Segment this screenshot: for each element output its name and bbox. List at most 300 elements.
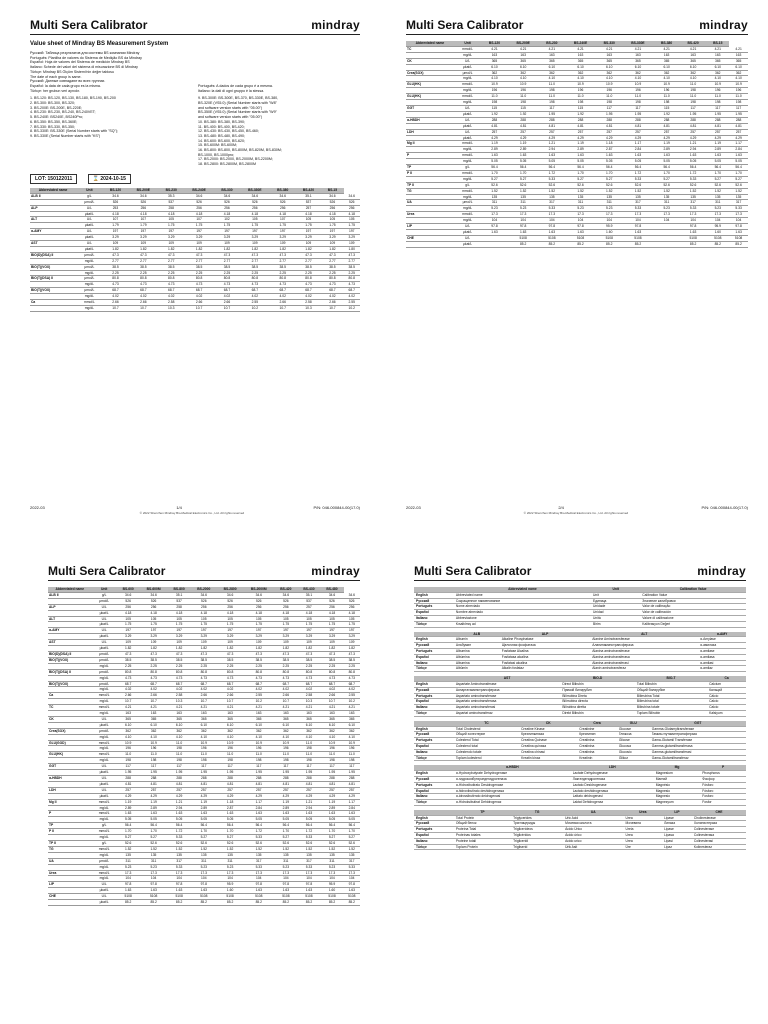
language-name: Español bbox=[414, 833, 454, 839]
value-cell: 2.89 bbox=[508, 147, 539, 153]
unit-cell: mg/dL bbox=[76, 282, 102, 288]
value-cell: 5.33 bbox=[243, 835, 274, 841]
legend-row bbox=[414, 621, 746, 627]
value-cell: 526 bbox=[243, 598, 274, 604]
value-cell: 5.27 bbox=[596, 176, 622, 182]
translation-cell: Alanina aminotransferasa bbox=[590, 654, 698, 660]
value-cell: 38.5 bbox=[240, 264, 270, 270]
value-cell: 5.33 bbox=[680, 206, 706, 212]
value-cell: 2.66 bbox=[321, 300, 343, 306]
value-cell: 1.92 bbox=[481, 111, 507, 117]
value-cell: 4.10 bbox=[344, 734, 360, 740]
value-cell: 104 bbox=[539, 218, 565, 224]
unit-cell: μkat/L bbox=[454, 230, 481, 236]
value-cell: 537 bbox=[158, 199, 184, 205]
value-cell: 1.19 bbox=[481, 141, 507, 147]
value-cell: 1.82 bbox=[240, 246, 270, 252]
unit-cell: U/L bbox=[76, 241, 102, 247]
value-cell: 104 bbox=[508, 218, 539, 224]
unit-cell: mg/dL bbox=[92, 699, 117, 705]
translation-cell: Urea bbox=[624, 838, 663, 844]
unit-cell: μkat/L bbox=[92, 622, 117, 628]
value-cell: 3.29 bbox=[140, 634, 168, 640]
page-header bbox=[406, 18, 748, 35]
value-cell: 52.6 bbox=[191, 840, 217, 846]
value-cell: 2.89 bbox=[706, 147, 729, 153]
value-cell: 3.29 bbox=[168, 634, 191, 640]
language-name: English bbox=[414, 815, 454, 821]
value-cell: 56.4 bbox=[596, 165, 622, 171]
translation-cell: Albumina bbox=[454, 648, 500, 654]
value-cell: 1.63 bbox=[565, 153, 596, 159]
language-name: Español bbox=[414, 788, 454, 794]
value-cell: 196 bbox=[243, 746, 274, 752]
value-cell: 288 bbox=[565, 117, 596, 123]
language-name: Русский bbox=[414, 598, 454, 604]
value-cell: 1.63 bbox=[140, 811, 168, 817]
legend-column-header: α-HBDH bbox=[454, 765, 571, 770]
value-cell: 311 bbox=[320, 858, 343, 864]
translation-cell: Creatine Kinase bbox=[519, 726, 577, 732]
translation-cell: Uric Acid bbox=[563, 815, 623, 821]
value-cell: 6.10 bbox=[706, 64, 729, 70]
value-cell: 197 bbox=[243, 628, 274, 634]
value-cell: 2.25 bbox=[344, 270, 361, 276]
unit-cell: μmol/L bbox=[76, 264, 102, 270]
translation-cell: Лактатдегидрогеназа bbox=[571, 776, 654, 782]
value-cell: 5108 bbox=[297, 894, 320, 900]
column-header: BS-2000M bbox=[243, 587, 274, 592]
value-cell: 5.23 bbox=[508, 206, 539, 212]
value-cell: 257 bbox=[623, 129, 654, 135]
unit-cell: U/L bbox=[92, 716, 117, 722]
analyte-name: BIO(T)(VOX) bbox=[30, 264, 76, 270]
value-cell: 104 bbox=[297, 876, 320, 882]
language-name: Italiano bbox=[414, 838, 454, 844]
value-cell: 5.05 bbox=[680, 159, 706, 165]
value-cell: 4.21 bbox=[623, 46, 654, 52]
value-cell: 85.2 bbox=[729, 241, 748, 247]
translation-cell: Albümin bbox=[454, 666, 500, 672]
translation-cell: Magnésio bbox=[654, 782, 701, 788]
value-cell: 68.7 bbox=[217, 681, 243, 687]
value-cell: 4.18 bbox=[103, 211, 129, 217]
value-cell: 1.52 bbox=[623, 188, 654, 194]
value-cell: 1.70 bbox=[481, 170, 507, 176]
page-2 bbox=[384, 0, 768, 520]
value-cell: 2.77 bbox=[270, 258, 296, 264]
value-cell: 288 bbox=[729, 117, 748, 123]
text-line: 9. BS-300E: BS-300E, BS-370, BS-330E, BS-380, bbox=[198, 96, 279, 101]
calibration-table bbox=[406, 41, 748, 248]
value-cell: 1.52 bbox=[344, 846, 360, 852]
language-name: Türkçe bbox=[414, 755, 454, 761]
value-cell: 365 bbox=[168, 716, 191, 722]
value-cell: 47.3 bbox=[297, 651, 320, 657]
value-cell: 56.4 bbox=[117, 823, 140, 829]
value-cell: 4.10 bbox=[706, 76, 729, 82]
value-cell: 47.3 bbox=[321, 252, 343, 258]
value-cell: 56.4 bbox=[243, 823, 274, 829]
translation-cell: Valor de calibración bbox=[640, 610, 746, 616]
column-header: BS-2800 bbox=[217, 587, 243, 592]
value-cell: 4.18 bbox=[297, 610, 320, 616]
value-cell: 109 bbox=[140, 640, 168, 646]
doc-title: Multi Sera Calibrator bbox=[406, 18, 524, 32]
value-cell: 257 bbox=[168, 787, 191, 793]
value-cell: 1.95 bbox=[344, 770, 360, 776]
value-cell: 5.33 bbox=[297, 835, 320, 841]
column-header: BS-600M bbox=[140, 587, 168, 592]
unit-cell: U/L bbox=[92, 628, 117, 634]
value-cell: 85.2 bbox=[191, 900, 217, 906]
value-cell: 52.6 bbox=[481, 182, 507, 188]
value-cell: 256 bbox=[117, 604, 140, 610]
translation-cell: Аспартатаминотрансфераза bbox=[454, 687, 561, 693]
value-cell: 1.82 bbox=[103, 246, 129, 252]
translation-cell: Alanin aminotransferaz bbox=[590, 666, 698, 672]
column-header: BS-430 bbox=[297, 587, 320, 592]
unit-cell: mg/dL bbox=[454, 159, 481, 165]
analyte-name: TP II bbox=[406, 182, 454, 188]
unit-cell: U/L bbox=[92, 787, 117, 793]
value-cell: 10.7 bbox=[217, 699, 243, 705]
value-cell: 68.7 bbox=[274, 681, 297, 687]
value-cell: 1.63 bbox=[297, 811, 320, 817]
value-cell: 115 bbox=[481, 105, 507, 111]
legend-table bbox=[414, 676, 746, 717]
unit-cell: mmol/L bbox=[454, 188, 481, 194]
language-name: English bbox=[414, 592, 454, 598]
value-cell: 5108 bbox=[623, 235, 654, 241]
value-cell: 163 bbox=[217, 711, 243, 717]
translation-cell: Birim bbox=[591, 621, 640, 627]
value-cell: 256 bbox=[320, 604, 343, 610]
value-cell: 10.9 bbox=[274, 740, 297, 746]
value-cell: 5.05 bbox=[217, 817, 243, 823]
value-cell: 68.7 bbox=[320, 681, 343, 687]
value-cell: 1.82 bbox=[297, 646, 320, 652]
value-cell: 1.18 bbox=[596, 141, 622, 147]
analyte-name bbox=[48, 900, 92, 906]
unit-cell: mmol/L bbox=[92, 693, 117, 699]
value-cell: 526 bbox=[191, 598, 217, 604]
unit-cell: g/L bbox=[76, 193, 102, 199]
value-cell: 197 bbox=[320, 628, 343, 634]
value-cell: 135 bbox=[320, 852, 343, 858]
analyte-name: TC bbox=[406, 46, 454, 52]
translation-cell: Acido urico bbox=[563, 838, 623, 844]
language-name: Türkçe bbox=[414, 621, 454, 627]
value-cell: 2.66 bbox=[117, 693, 140, 699]
unit-cell: μmol/L bbox=[92, 598, 117, 604]
value-cell: 5.23 bbox=[565, 206, 596, 212]
value-cell: 6.10 bbox=[680, 64, 706, 70]
lot-number: 150122011 bbox=[47, 175, 73, 182]
value-cell: 6.10 bbox=[140, 722, 168, 728]
value-cell: 4.10 bbox=[117, 734, 140, 740]
value-cell: 257 bbox=[140, 787, 168, 793]
value-cell: 365 bbox=[565, 58, 596, 64]
text-line: Italiano: Schede dei valori del sistema di misurazione BS di Mindray bbox=[30, 65, 138, 70]
page-header bbox=[30, 18, 360, 35]
value-cell: 2.84 bbox=[344, 805, 360, 811]
value-cell: 1.63 bbox=[539, 153, 565, 159]
value-cell: 365 bbox=[596, 58, 622, 64]
value-cell: 4.02 bbox=[344, 687, 360, 693]
value-cell: 1.95 bbox=[320, 770, 343, 776]
translation-cell: Alanina aminotransferase bbox=[590, 648, 698, 654]
analyte-name: TP bbox=[48, 823, 92, 829]
value-cell: 5.05 bbox=[191, 817, 217, 823]
value-cell: 38.5 bbox=[296, 264, 322, 270]
value-cell: 2.77 bbox=[321, 258, 343, 264]
value-cell: 10.2 bbox=[243, 699, 274, 705]
translation-cell: Глюкоза bbox=[617, 732, 650, 738]
value-cell: 38.5 bbox=[297, 657, 320, 663]
value-cell: 2.66 bbox=[184, 300, 214, 306]
legend-column-header: GLU bbox=[617, 721, 650, 726]
value-cell: 365 bbox=[344, 716, 360, 722]
text-line: and software version starts with "05.00") bbox=[198, 115, 263, 120]
value-cell: 1.82 bbox=[128, 246, 158, 252]
value-cell: 85.2 bbox=[706, 241, 729, 247]
text-line: Español: Hoja de valores del Sistema de medición Mindray BS bbox=[30, 60, 130, 65]
value-cell: 68.7 bbox=[240, 288, 270, 294]
value-cell: 5108 bbox=[706, 235, 729, 241]
expiry-box: ⌛ 2024-10-15 bbox=[88, 174, 131, 184]
analyte-name: GLU(GOD) bbox=[48, 740, 92, 746]
value-cell: 2.25 bbox=[103, 270, 129, 276]
value-cell: 4.81 bbox=[623, 123, 654, 129]
value-cell: 5.33 bbox=[243, 864, 274, 870]
translation-cell: Creatinine bbox=[577, 726, 617, 732]
value-cell: 105 bbox=[217, 616, 243, 622]
value-cell: 117 bbox=[596, 105, 622, 111]
value-cell: 38.5 bbox=[217, 657, 243, 663]
value-cell: 85.2 bbox=[168, 900, 191, 906]
value-cell: 104 bbox=[344, 876, 360, 882]
translation-cell: Fosfor bbox=[700, 800, 746, 806]
value-cell: 1.21 bbox=[539, 141, 565, 147]
value-cell: 196 bbox=[508, 88, 539, 94]
translation-cell: Bilirrubina total bbox=[635, 699, 707, 705]
legend-column-header: Calibration Value bbox=[640, 587, 746, 592]
unit-cell: U/L bbox=[76, 229, 102, 235]
value-cell: 1.63 bbox=[243, 888, 274, 894]
value-cell: 135 bbox=[565, 194, 596, 200]
value-cell: 365 bbox=[297, 716, 320, 722]
value-cell: 4.81 bbox=[140, 781, 168, 787]
column-header: BS-380 bbox=[270, 188, 296, 193]
value-cell: 80.8 bbox=[274, 669, 297, 675]
value-cell: 1.70 bbox=[320, 829, 343, 835]
value-cell: 17.3 bbox=[565, 212, 596, 218]
unit-cell: mg/dL bbox=[76, 270, 102, 276]
value-cell: 3.29 bbox=[297, 634, 320, 640]
value-cell: 196 bbox=[274, 746, 297, 752]
translation-cell: Lattato deidrogenasi bbox=[571, 794, 654, 800]
value-cell: 4.81 bbox=[680, 123, 706, 129]
analyte-name: GGT bbox=[406, 105, 454, 111]
value-cell: 85.2 bbox=[117, 900, 140, 906]
unit-cell: μmol/L bbox=[92, 657, 117, 663]
translation-cell: Colinesterasi bbox=[692, 838, 746, 844]
language-name: English bbox=[414, 726, 454, 732]
value-cell: 135 bbox=[481, 194, 507, 200]
value-cell: 35.1 bbox=[296, 193, 322, 199]
translation-cell: Glucosio bbox=[617, 749, 650, 755]
unit-cell: U/L bbox=[92, 776, 117, 782]
value-cell: 34.6 bbox=[344, 193, 361, 199]
unit-cell: mmol/L bbox=[454, 212, 481, 218]
value-cell: 1.52 bbox=[168, 846, 191, 852]
value-cell: 4.02 bbox=[321, 294, 343, 300]
value-cell: 2.25 bbox=[128, 270, 158, 276]
column-header: BS-15 bbox=[706, 41, 729, 46]
value-cell: 197 bbox=[117, 628, 140, 634]
value-cell: 10.9 bbox=[623, 82, 654, 88]
unit-cell: μkat/L bbox=[76, 223, 102, 229]
text-line: 6. BS-350: BS-350, BS-360E; bbox=[30, 119, 78, 124]
value-cell: 4.29 bbox=[191, 793, 217, 799]
value-cell: 1.70 bbox=[117, 829, 140, 835]
text-line: BS-1000, BS-1000pro; bbox=[198, 152, 235, 157]
language-name: Русский bbox=[414, 643, 454, 649]
value-cell: 5108 bbox=[729, 235, 748, 241]
value-cell: 257 bbox=[344, 787, 360, 793]
value-cell: 56.4 bbox=[539, 165, 565, 171]
translation-cell: Colesterolo totale bbox=[454, 749, 519, 755]
translation-cell: α-amilase bbox=[698, 648, 746, 654]
value-cell: 1.63 bbox=[243, 811, 274, 817]
unit-cell: mmol/L bbox=[92, 829, 117, 835]
unit-cell: μkat/L bbox=[92, 770, 117, 776]
value-cell: 6.10 bbox=[274, 722, 297, 728]
value-cell bbox=[481, 241, 507, 247]
translation-cell: Creatina chinasi bbox=[519, 749, 577, 755]
value-cell: 197 bbox=[321, 229, 343, 235]
value-cell: 47.3 bbox=[140, 651, 168, 657]
unit-cell: mg/dL bbox=[92, 758, 117, 764]
column-header: Abbreviated name bbox=[30, 188, 76, 193]
translation-cell: Total Bilirubin bbox=[635, 681, 707, 687]
value-cell: 1.21 bbox=[680, 141, 706, 147]
value-cell: 85.2 bbox=[217, 900, 243, 906]
language-name: Español bbox=[414, 610, 454, 616]
value-cell: 198 bbox=[729, 100, 748, 106]
unit-cell: mmol/L bbox=[92, 705, 117, 711]
translation-cell: Üre bbox=[624, 844, 663, 850]
value-cell: 5108 bbox=[565, 235, 596, 241]
value-cell: 56.4 bbox=[706, 165, 729, 171]
value-cell: 68.7 bbox=[140, 681, 168, 687]
value-cell: 47.3 bbox=[274, 651, 297, 657]
translation-cell: Fósforo bbox=[700, 782, 746, 788]
value-cell: 1.82 bbox=[243, 646, 274, 652]
translation-cell: Abbreviazione bbox=[454, 615, 591, 621]
value-cell: 258 bbox=[158, 205, 184, 211]
value-cell: 537 bbox=[296, 199, 322, 205]
value-cell: 4.21 bbox=[117, 705, 140, 711]
value-cell: 34.6 bbox=[117, 592, 140, 598]
value-cell: 1.95 bbox=[596, 111, 622, 117]
unit-cell: mmol/L bbox=[76, 300, 102, 306]
value-cell: 317 bbox=[297, 858, 320, 864]
value-cell: 4.10 bbox=[168, 734, 191, 740]
value-cell: 288 bbox=[191, 776, 217, 782]
value-cell: 526 bbox=[320, 598, 343, 604]
legend-column-header: P bbox=[700, 765, 746, 770]
value-cell: 256 bbox=[270, 205, 296, 211]
value-cell: 52.6 bbox=[508, 182, 539, 188]
value-cell: 10.7 bbox=[140, 699, 168, 705]
value-cell: 197 bbox=[274, 628, 297, 634]
legend-column-header: Ca bbox=[707, 676, 746, 681]
value-cell: 365 bbox=[623, 58, 654, 64]
unit-cell: μkat/L bbox=[92, 888, 117, 894]
value-cell: 1.63 bbox=[623, 230, 654, 236]
translation-cell: Lactato Desidrogenase bbox=[571, 782, 654, 788]
value-cell: 135 bbox=[729, 194, 748, 200]
value-cell: 1.95 bbox=[191, 770, 217, 776]
value-cell: 288 bbox=[596, 117, 622, 123]
value-cell: 1.92 bbox=[653, 111, 679, 117]
unit-cell: mmol/L bbox=[92, 846, 117, 852]
value-cell: 5.05 bbox=[481, 159, 507, 165]
value-cell: 196 bbox=[140, 746, 168, 752]
analyte-name: GGT bbox=[48, 764, 92, 770]
value-cell: 163 bbox=[508, 52, 539, 58]
value-cell: 5.23 bbox=[140, 864, 168, 870]
value-cell: 163 bbox=[565, 52, 596, 58]
translation-cell: Общий белок bbox=[454, 821, 511, 827]
legend-column-header: ALP bbox=[500, 632, 591, 637]
value-cell: 311 bbox=[706, 200, 729, 206]
value-cell: 5.27 bbox=[481, 176, 507, 182]
value-cell: 4.21 bbox=[217, 705, 243, 711]
value-cell: 2.66 bbox=[191, 693, 217, 699]
value-cell: 1.75 bbox=[191, 622, 217, 628]
value-cell bbox=[653, 241, 679, 247]
value-cell: 257 bbox=[296, 205, 322, 211]
value-cell: 68.7 bbox=[191, 681, 217, 687]
value-cell: 198 bbox=[168, 746, 191, 752]
value-cell: 47.3 bbox=[296, 252, 322, 258]
value-cell: 4.29 bbox=[539, 135, 565, 141]
translation-cell: α-гидроксибутиратдегидрогеназа bbox=[454, 776, 571, 782]
value-cell: 198 bbox=[320, 758, 343, 764]
translation-cell: Bilirubina diretta bbox=[560, 705, 635, 711]
value-cell: 97.8 bbox=[481, 224, 507, 230]
value-cell: 163 bbox=[274, 711, 297, 717]
value-cell: 288 bbox=[653, 117, 679, 123]
value-cell: 4.73 bbox=[344, 675, 360, 681]
value-cell: 68.7 bbox=[270, 288, 296, 294]
value-cell: 6.10 bbox=[243, 722, 274, 728]
value-cell: 526 bbox=[274, 598, 297, 604]
column-header: BS-330E bbox=[240, 188, 270, 193]
unit-cell: mmol/L bbox=[454, 94, 481, 100]
legend-column-header: LDH bbox=[571, 765, 654, 770]
value-cell: 288 bbox=[706, 117, 729, 123]
value-cell: 1.63 bbox=[481, 230, 507, 236]
value-cell: 2.66 bbox=[320, 693, 343, 699]
value-cell: 4.10 bbox=[680, 76, 706, 82]
unit-cell: mg/dL bbox=[92, 687, 117, 693]
value-cell: 4.21 bbox=[680, 46, 706, 52]
value-cell: 1.63 bbox=[539, 230, 565, 236]
